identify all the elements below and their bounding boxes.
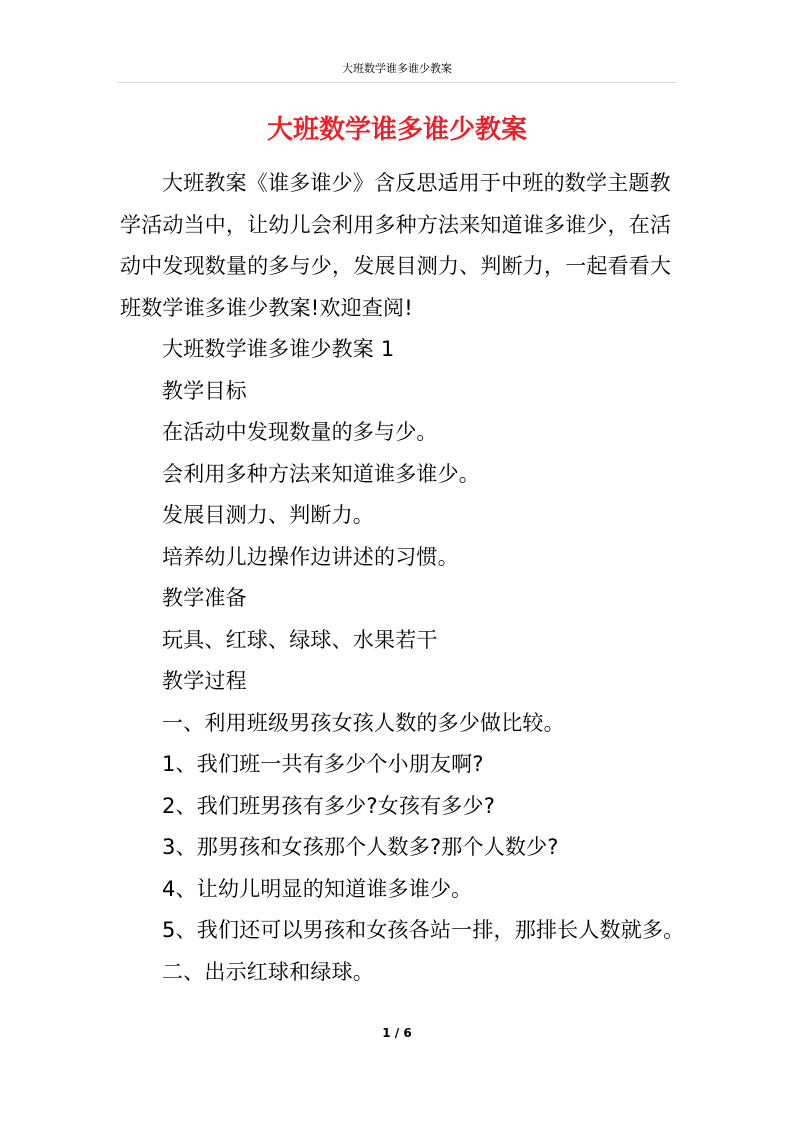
process-step: 二、出示红球和绿球。	[162, 959, 374, 984]
process-substep: 4、让幼儿明显的知道谁多谁少。	[162, 876, 473, 901]
section-heading-process: 教学过程	[162, 669, 247, 693]
process-step: 一、利用班级男孩女孩人数的多少做比较。	[162, 710, 565, 735]
section-heading-lesson-1: 大班数学谁多谁少教案 1	[162, 337, 395, 361]
page-number: 1 / 6	[382, 1026, 412, 1040]
goal-item: 在活动中发现数量的多与少。	[162, 420, 438, 444]
process-substep: 1、我们班一共有多少个小朋友啊?	[162, 752, 484, 776]
process-substep: 5、我们还可以男孩和女孩各站一排，那排长人数就多。	[162, 918, 685, 942]
content-lines	[120, 329, 685, 993]
goal-item: 培养幼儿边操作边讲述的习惯。	[162, 544, 459, 569]
section-heading-goals: 教学目标	[162, 378, 247, 403]
section-heading-preparation: 教学准备	[162, 586, 247, 610]
running-header: 大班数学谁多谁少教案	[342, 62, 452, 75]
intro-paragraph: 大班教案《谁多谁少》含反思适用于中班的数学主题教学活动当中，让幼儿会利用多种方法来知道谁多谁少，在活动中发现数量的多与少，发展目测力、判断力，一起看看大班数学谁多谁少教案!欢迎查阅!	[120, 171, 672, 320]
goal-item: 会利用多种方法来知道谁多谁少。	[162, 461, 480, 486]
process-substep: 3、那男孩和女孩那个人数多?那个人数少?	[162, 835, 559, 859]
process-substep: 2、我们班男孩有多少?女孩有多少?	[162, 793, 496, 818]
preparation-item: 玩具、红球、绿球、水果若干	[162, 627, 438, 652]
document-title: 大班数学谁多谁少教案	[266, 115, 527, 145]
header-divider	[118, 82, 676, 83]
goal-item: 发展目测力、判断力。	[162, 503, 374, 527]
document-body	[120, 163, 685, 993]
